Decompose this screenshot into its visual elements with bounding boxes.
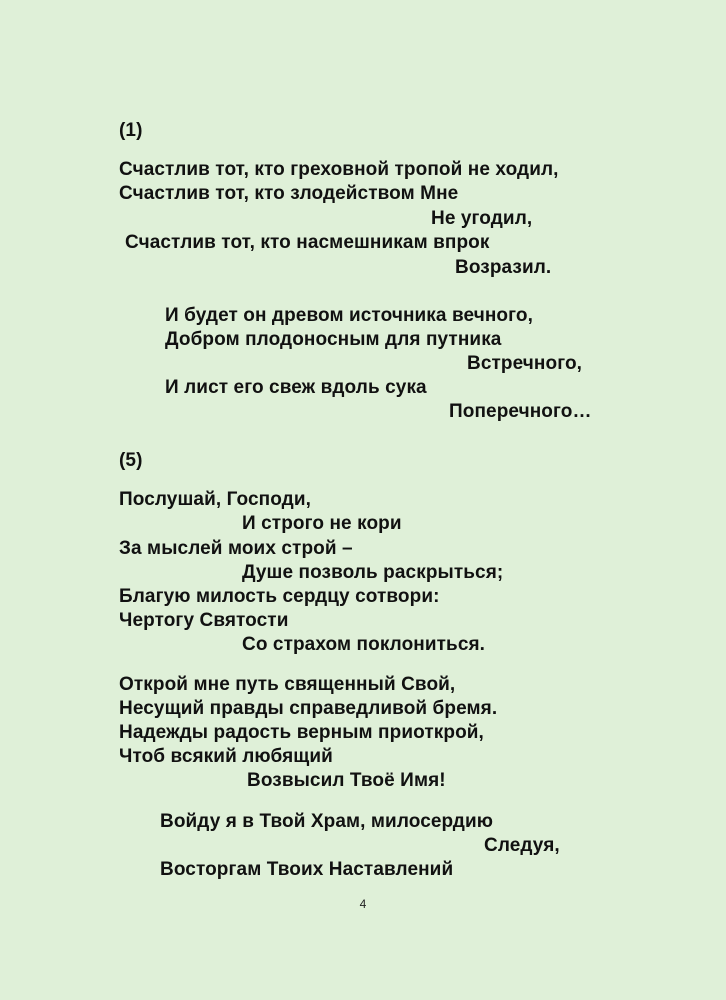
verse-line: И строго не кори [242,513,402,534]
verse-line: Добром плодоносным для путника [165,329,502,350]
verse-line: Возразил. [455,257,552,278]
verse-line: Войду я в Твой Храм, милосердию [160,811,494,832]
verse-line: Открой мне путь священный Свой, [119,674,456,695]
verse-line: Несущий правды справедливой бремя. [119,698,498,719]
verse-line: Встречного, [467,353,583,374]
verse-line: Счастлив тот, кто греховной тропой не ходил, [119,159,559,180]
verse-line: За мыслей моих строй – [119,538,353,559]
verse-line: Надежды радость верным приоткрой, [119,722,484,743]
verse-line: Чертогу Святости [119,610,289,631]
verse-line: Душе позволь раскрыться; [242,562,504,583]
poem-number: (5) [119,450,143,471]
verse-line: Поперечного… [449,401,592,422]
page-number: 4 [359,897,367,911]
verse-line: И будет он древом источника вечного, [165,305,533,326]
verse-line: Чтоб всякий любящий [119,746,333,767]
verse-line: Следуя, [484,835,560,856]
verse-line: Со страхом поклониться. [242,634,486,655]
verse-line: Счастлив тот, кто злодейством Мне [119,183,459,204]
verse-line: Восторгам Твоих Наставлений [160,859,454,880]
verse-line: И лист его свеж вдоль сука [165,377,427,398]
poem-number: (1) [119,120,143,141]
verse-line: Счастлив тот, кто насмешникам впрок [125,232,490,253]
verse-line: Возвысил Твоё Имя! [247,770,446,791]
verse-line: Послушай, Господи, [119,489,312,510]
verse-line: Не угодил, [431,208,533,229]
verse-line: Благую милость сердцу сотвори: [119,586,440,607]
